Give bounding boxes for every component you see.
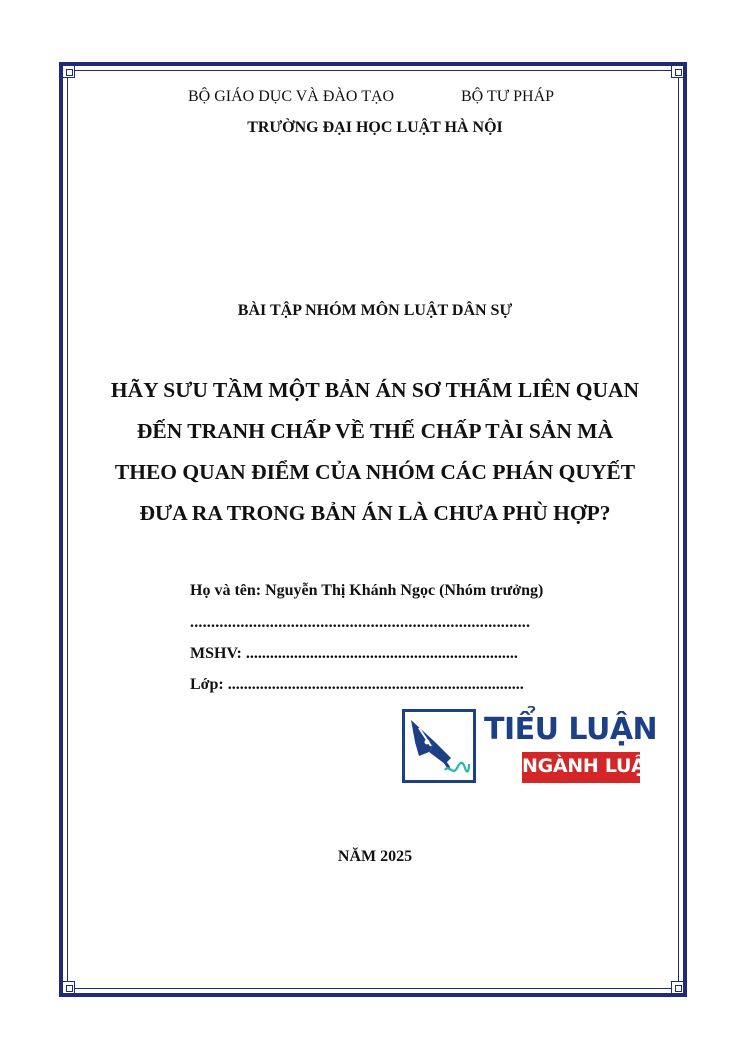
logo-badge — [522, 752, 659, 783]
title-line: ĐẾN TRANH CHẤP VỀ THẾ CHẤP TÀI SẢN MÀ — [136, 419, 614, 443]
fountain-pen-nib-icon — [402, 709, 476, 783]
student-name: Họ và tên: Nguyễn Thị Khánh Ngọc (Nhóm trưởng) — [190, 582, 544, 599]
ministry-justice: BỘ TƯ PHÁP — [461, 88, 555, 105]
blank-line: ................................................................................. — [190, 614, 531, 631]
ministry-education: BỘ GIÁO DỤC VÀ ĐÀO TẠO — [188, 88, 395, 105]
border-corner-ornament — [671, 65, 684, 78]
student-id-line: MSHV: .................................................................... — [190, 645, 518, 662]
border-corner-ornament — [62, 981, 75, 994]
title-line: THEO QUAN ĐIỂM CỦA NHÓM CÁC PHÁN QUYẾT — [114, 460, 636, 484]
title-line: ĐƯA RA TRONG BẢN ÁN LÀ CHƯA PHÙ HỢP? — [139, 501, 611, 525]
assignment-subtitle: BÀI TẬP NHÓM MÔN LUẬT DÂN SỰ — [237, 302, 513, 319]
title-line: HÃY SƯU TẦM MỘT BẢN ÁN SƠ THẨM LIÊN QUAN — [110, 378, 640, 402]
logo-badge-text: NGÀNH LUẬT — [522, 755, 659, 777]
year-label: NĂM 2025 — [337, 848, 413, 865]
university-name: TRƯỜNG ĐẠI HỌC LUẬT HÀ NỘI — [247, 119, 503, 136]
border-corner-ornament — [62, 65, 75, 78]
logo-wordmark: TIỂU LUẬN — [484, 712, 658, 747]
pen-nib-graphic — [405, 712, 473, 780]
document-title — [0, 370, 750, 534]
border-corner-ornament — [671, 981, 684, 994]
class-line: Lớp: .......................................................................... — [190, 676, 524, 693]
